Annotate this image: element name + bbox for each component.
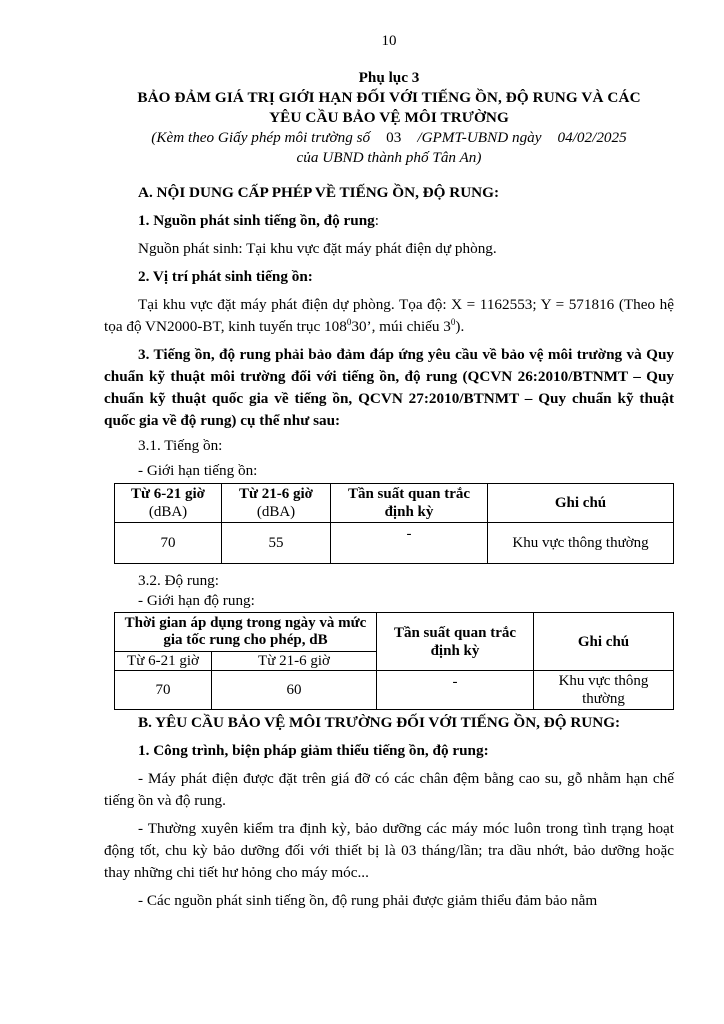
subtitle-mid: /GPMT-UBND ngày: [417, 129, 542, 146]
section-b-para2: - Thường xuyên kiểm tra định kỳ, bảo dưỡng các máy móc luôn trong tình trạng hoạt động tốt, chu kỳ bảo dưỡng đối với thiết bị là 03 tháng/lần; tra dầu nhớt, bảo dưỡng hoặc thay những chi tiết hư hỏng cho máy móc...: [104, 820, 674, 881]
section-a-heading: A. NỘI DUNG CẤP PHÉP VỀ TIẾNG ỒN, ĐỘ RUNG:: [138, 184, 500, 201]
vibration-limit-label: - Giới hạn độ rung:: [138, 592, 255, 609]
cell-night: 55: [222, 523, 331, 564]
section-b-para1: - Máy phát điện được đặt trên giá đỡ có các chân đệm bằng cao su, gỗ nhằm hạn chế tiếng ồn và độ rung.: [104, 770, 674, 809]
subheader-night: Từ 21-6 giờ: [212, 652, 377, 671]
header-night: [222, 484, 331, 523]
header-night-unit: (dBA): [256, 504, 296, 520]
appendix-heading-line2: YÊU CẦU BẢO VỆ MÔI TRƯỜNG: [269, 109, 509, 126]
section-b-item1-heading: 1. Công trình, biện pháp giảm thiểu tiếng ồn, độ rung:: [138, 742, 489, 759]
cell-note: Khu vực thông thường: [488, 523, 674, 564]
table-header-row: [115, 484, 674, 523]
table-row: [115, 671, 674, 710]
cell-day: 70: [115, 523, 222, 564]
noise-label: 3.1. Tiếng ồn:: [138, 437, 223, 454]
noise-limit-table: [114, 483, 674, 564]
cell-frequency: -: [377, 671, 534, 710]
header-note: Ghi chú: [488, 484, 674, 523]
cell-night: 60: [212, 671, 377, 710]
table-header-row: [115, 613, 674, 652]
section-a-item1-heading: 1. Nguồn phát sinh tiếng ồn, độ rung: [138, 212, 375, 229]
appendix-subtitle: [104, 128, 674, 148]
degree-sup-1: 0: [346, 316, 352, 327]
vibration-label: 3.2. Độ rung:: [138, 572, 219, 589]
section-b-heading: B. YÊU CẦU BẢO VỆ MÔI TRƯỜNG ĐỐI VỚI TIẾNG ỒN, ĐỘ RUNG:: [138, 714, 621, 731]
section-a-item2-text: [104, 294, 674, 338]
permit-number: 03: [386, 129, 402, 146]
section-a-item2-heading: 2. Vị trí phát sinh tiếng ồn:: [138, 268, 313, 285]
appendix-subtitle-line2: của UBND thành phố Tân An): [296, 149, 482, 166]
permit-date: 04/02/2025: [557, 129, 627, 146]
header-frequency: Tần suất quan trắc định kỳ: [377, 613, 534, 671]
coord-text-c: ).: [455, 318, 465, 335]
page-number: 10: [381, 33, 397, 49]
subheader-day: Từ 6-21 giờ: [115, 652, 212, 671]
cell-note: Khu vực thông thường: [534, 671, 674, 710]
section-a-item3-heading: 3. Tiếng ồn, độ rung phải bảo đảm đáp ứng yêu cầu về bảo vệ môi trường và Quy chuẩn kỹ thuật môi trường đối với tiếng ồn, độ rung (QCVN 26:2010/BTNMT – Quy chuẩn kỹ thuật quốc gia về tiếng ồn, QCVN 27:2010/BTNMT – Quy chuẩn kỹ thuật quốc gia về độ rung) cụ thể như sau:: [104, 346, 674, 429]
appendix-heading-line1: BẢO ĐẢM GIÁ TRỊ GIỚI HẠN ĐỐI VỚI TIẾNG ỒN, ĐỘ RUNG VÀ CÁC: [137, 89, 641, 106]
document-page: [104, 30, 674, 912]
header-frequency: Tần suất quan trắc định kỳ: [331, 484, 488, 523]
section-b-para3: - Các nguồn phát sinh tiếng ồn, độ rung phải được giảm thiểu đảm bảo nằm: [138, 892, 598, 909]
header-time-limit: Thời gian áp dụng trong ngày và mức gia tốc rung cho phép, dB: [115, 613, 377, 652]
appendix-title: Phụ lục 3: [358, 69, 420, 86]
header-day: [115, 484, 222, 523]
vibration-limit-table: [114, 612, 674, 710]
degree-sup-2: 0: [450, 316, 456, 327]
header-day-label: Từ 6-21 giờ: [131, 486, 205, 502]
header-day-unit: (dBA): [148, 504, 188, 520]
table-row: [115, 523, 674, 564]
section-a-item1-text: Nguồn phát sinh: Tại khu vực đặt máy phát điện dự phòng.: [138, 240, 497, 257]
coord-text-b: 30’, múi chiếu 3: [351, 318, 451, 335]
coord-text-a: Tại khu vực đặt máy phát điện dự phòng. Tọa độ: X = 1162553; Y = 571816 (Theo hệ tọa độ VN2000-BT, kinh tuyến trục 108: [104, 296, 674, 335]
cell-frequency: -: [331, 523, 488, 564]
header-night-label: Từ 21-6 giờ: [239, 486, 313, 502]
cell-day: 70: [115, 671, 212, 710]
noise-limit-label: - Giới hạn tiếng ồn:: [138, 462, 258, 479]
section-a-item1-colon: :: [374, 212, 379, 229]
subtitle-pre: (Kèm theo Giấy phép môi trường số: [151, 129, 371, 146]
header-note: Ghi chú: [534, 613, 674, 671]
section-a-item1: [104, 210, 674, 232]
